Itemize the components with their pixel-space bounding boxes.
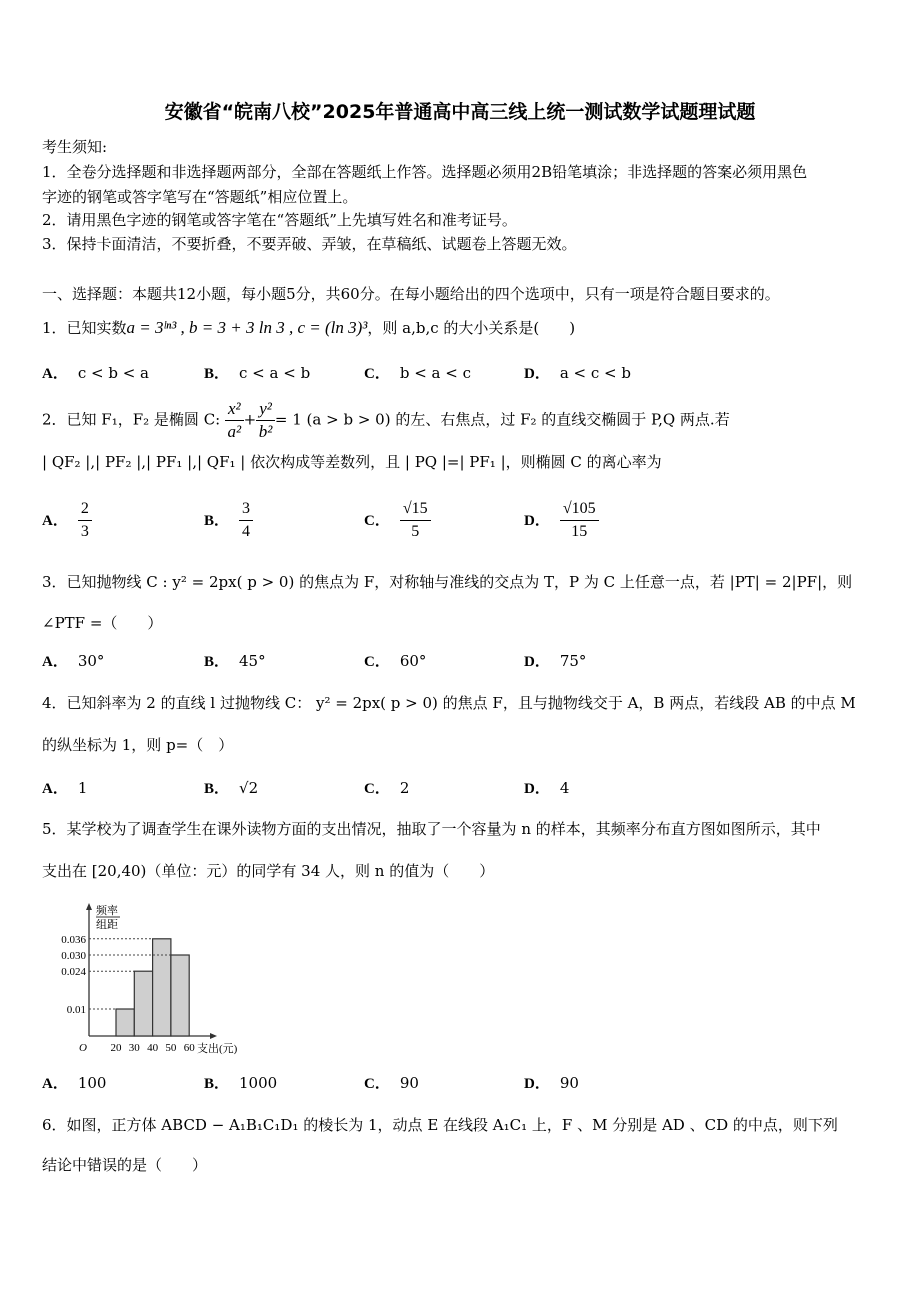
x-tick-label: 30: [128, 1042, 140, 1054]
option-label: B．: [204, 366, 230, 382]
option-b: [204, 1072, 277, 1093]
numerator: 2: [78, 498, 92, 521]
y-axis-label-top: 频率: [96, 905, 118, 917]
option-label: A．: [42, 366, 68, 382]
notice-line: 字迹的钢笔或答字笔写在“答题纸”相应位置上。: [42, 188, 358, 206]
q2-text: 2．已知 F₁，F₂ 是椭圆 C:: [42, 410, 221, 429]
option-value: 1000: [239, 1074, 278, 1092]
plus: +: [243, 410, 257, 429]
notice-line: 1．全卷分选择题和非选择题两部分，全部在答题纸上作答。选择题必须用2B铅笔填涂；非选择题的答案必须用黑色: [42, 163, 808, 181]
option-label: B．: [204, 654, 230, 670]
page-title: 安徽省“皖南八校”2025年普通高中高三线上统一测试数学试题理试题: [164, 101, 756, 123]
notice-line: 3．保持卡面清洁，不要折叠，不要弄破、弄皱，在草稿纸、试题卷上答题无效。: [42, 235, 577, 253]
option-label: D．: [524, 1076, 550, 1092]
option-value: 100: [77, 1074, 107, 1092]
y-axis-label-bottom: 组距: [96, 919, 118, 931]
option-label: C．: [364, 366, 390, 382]
x-axis-arrow: [210, 1033, 217, 1039]
option-label: C．: [364, 512, 390, 529]
option-label: B．: [204, 1076, 230, 1092]
option-value: 75°: [559, 652, 587, 670]
q2-text: = 1 (a > b > 0) 的左、右焦点，过 F₂ 的直线交椭圆于 P,Q 两点.若: [274, 410, 730, 429]
x-tick-label: 60: [183, 1042, 195, 1054]
option-label: D．: [524, 781, 550, 797]
q5-line1: 5．某学校为了调查学生在课外读物方面的支出情况，抽取了一个容量为 n 的样本，其频率分布直方图如图所示，其中: [42, 820, 821, 838]
option-d: [524, 1072, 579, 1093]
numerator: √105: [560, 498, 599, 521]
x-axis-label: 支出(元): [197, 1043, 238, 1055]
q6-line2: 结论中错误的是（ ）: [42, 1156, 208, 1174]
option-value: a < c < b: [559, 364, 631, 382]
q4-line2: 的纵坐标为 1，则 p=（ ）: [42, 736, 234, 754]
option-value: c < b < a: [77, 364, 149, 382]
y-tick-label: 0.036: [61, 933, 86, 946]
numerator: x²: [225, 398, 244, 421]
histogram-bar: [116, 1009, 134, 1036]
option-value: 4: [559, 779, 570, 797]
option-label: B．: [204, 512, 230, 529]
option-value: √2: [239, 779, 259, 797]
option-value: 30°: [77, 652, 105, 670]
q1-math: a = 3ˡⁿ³ , b = 3 + 3 ln 3 , c = (ln 3)³: [126, 318, 368, 337]
origin-label: O: [79, 1042, 87, 1054]
option-c: [364, 1072, 419, 1093]
option-label: B．: [204, 781, 230, 797]
y-tick-label: 0.024: [61, 966, 86, 979]
y-axis-arrow: [86, 903, 92, 910]
histogram-bar: [171, 955, 189, 1036]
option-label: D．: [524, 654, 550, 670]
denominator: 4: [242, 523, 251, 540]
numerator: y²: [256, 398, 275, 421]
y-tick-label: 0.030: [61, 950, 86, 962]
denominator: 15: [571, 523, 588, 540]
histogram-bar: [134, 971, 152, 1036]
option-value: 60°: [399, 652, 427, 670]
q5-line2: 支出在 [20,40)（单位：元）的同学有 34 人，则 n 的值为（ ）: [42, 862, 495, 880]
option-value: b < a < c: [399, 364, 471, 382]
option-label: A．: [42, 654, 68, 670]
numerator: √15: [400, 498, 431, 521]
notice-heading: 考生须知:: [42, 138, 108, 156]
q6-line1: 6．如图，正方体 ABCD − A₁B₁C₁D₁ 的棱长为 1，动点 E 在线段 A₁C₁ 上，F 、M 分别是 AD 、CD 的中点，则下列: [42, 1116, 838, 1134]
section-heading: 一、选择题：本题共12小题，每小题5分，共60分。在每小题给出的四个选项中，只有一项是符合题目要求的。: [42, 285, 780, 303]
notice-line: 2．请用黑色字迹的钢笔或答字笔在“答题纸”上先填写姓名和准考证号。: [42, 211, 517, 229]
option-label: A．: [42, 512, 68, 529]
numerator: 3: [239, 498, 253, 521]
option-label: D．: [524, 366, 550, 382]
x-tick-label: 50: [165, 1042, 177, 1054]
option-a: [42, 1072, 106, 1093]
option-value: 2: [399, 779, 410, 797]
option-value: 90: [559, 1074, 579, 1092]
histogram-bar: [153, 939, 171, 1036]
option-value: 90: [399, 1074, 419, 1092]
q4-line1: 4．已知斜率为 2 的直线 l 过抛物线 C： y² = 2px( p > 0) 的焦点 F，且与抛物线交于 A，B 两点，若线段 AB 的中点 M: [42, 694, 856, 712]
q1-stem: 1．已知实数: [42, 319, 127, 337]
denominator: 3: [80, 523, 89, 540]
denominator: b²: [258, 422, 273, 441]
x-tick-label: 40: [147, 1042, 159, 1054]
denominator: a²: [227, 422, 242, 441]
x-tick-label: 20: [110, 1042, 122, 1054]
option-label: A．: [42, 1076, 68, 1092]
option-label: A．: [42, 781, 68, 797]
option-value: c < a < b: [239, 364, 311, 382]
option-value: 1: [77, 779, 88, 797]
denominator: 5: [411, 523, 420, 540]
option-value: 45°: [239, 652, 266, 670]
option-label: D．: [524, 512, 550, 529]
y-tick-label: 0.01: [66, 1004, 86, 1016]
q3-line2: ∠PTF =（ ）: [42, 614, 163, 632]
q2-line2: | QF₂ |,| PF₂ |,| PF₁ |,| QF₁ | 依次构成等差数列，且 | PQ |=| PF₁ |，则椭圆 C 的离心率为: [42, 453, 662, 471]
option-label: C．: [364, 654, 390, 670]
option-label: C．: [364, 781, 390, 797]
q1-tail: ，则 a,b,c 的大小关系是( ): [367, 319, 576, 337]
option-label: C．: [364, 1076, 390, 1092]
q3-line1: 3．已知抛物线 C : y² = 2px( p > 0) 的焦点为 F，对称轴与准线的交点为 T，P 为 C 上任意一点，若 |PT| = 2|PF|，则: [42, 573, 853, 591]
